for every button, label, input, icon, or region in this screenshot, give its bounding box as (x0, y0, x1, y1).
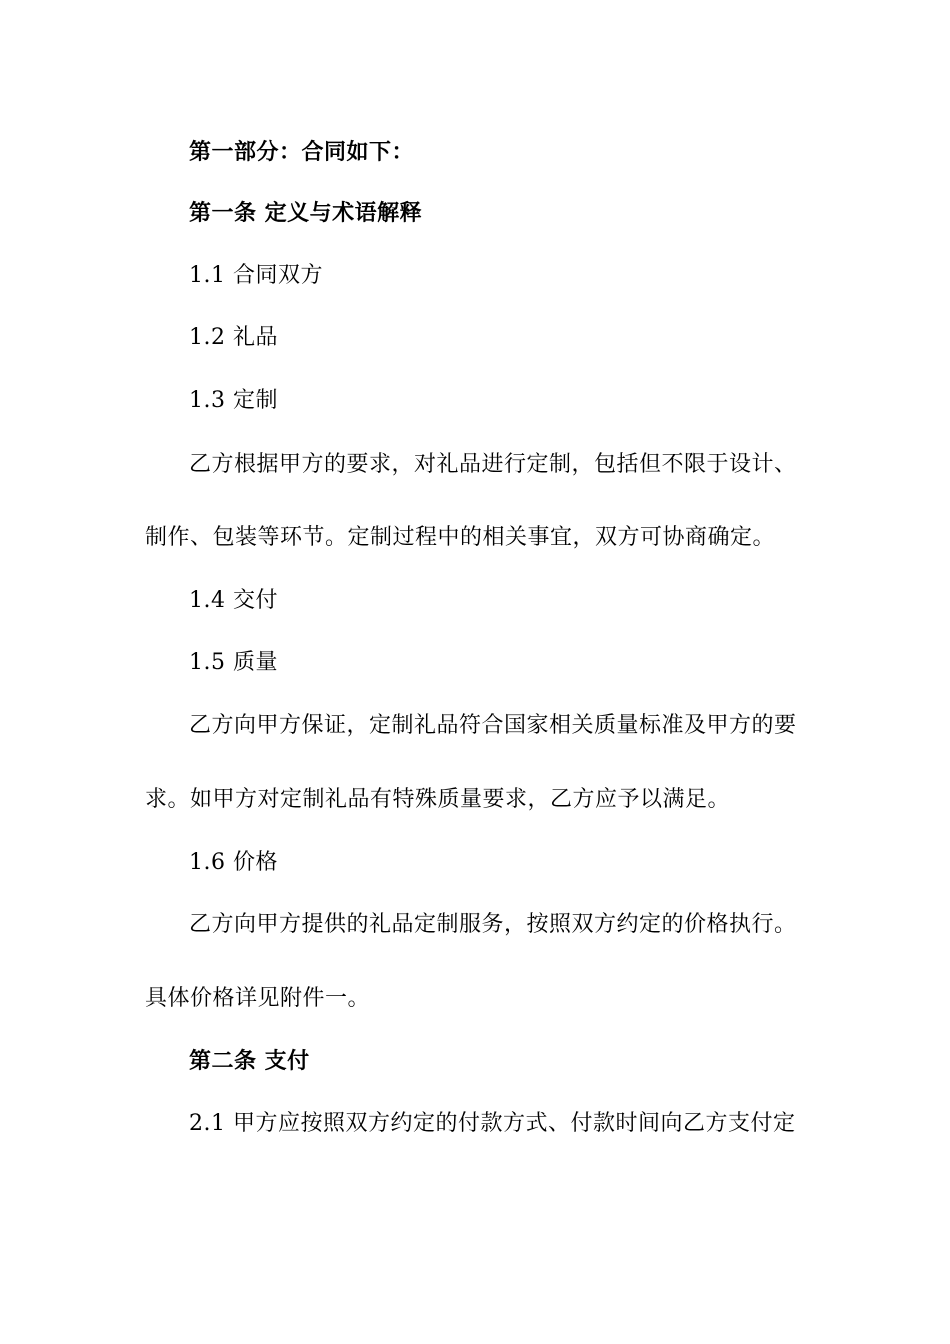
paragraph-line: 制作、包装等环节。定制过程中的相关事宜，双方可协商确定。 (145, 525, 776, 550)
item-1-3: 1.3 定制 (189, 388, 278, 413)
article-1-heading: 第一条 定义与术语解释 (189, 201, 423, 226)
item-2-1: 2.1 甲方应按照双方约定的付款方式、付款时间向乙方支付定 (189, 1111, 796, 1136)
item-1-4: 1.4 交付 (189, 588, 278, 613)
item-1-6: 1.6 价格 (189, 850, 278, 875)
paragraph-line: 乙方向甲方保证，定制礼品符合国家相关质量标准及甲方的要 (189, 713, 797, 738)
article-2-heading: 第二条 支付 (189, 1049, 310, 1074)
paragraph-line: 求。如甲方对定制礼品有特殊质量要求，乙方应予以满足。 (145, 787, 731, 812)
item-1-5: 1.5 质量 (189, 650, 278, 675)
item-1-1: 1.1 合同双方 (189, 263, 323, 288)
part-heading: 第一部分：合同如下： (189, 140, 415, 165)
paragraph-line: 乙方向甲方提供的礼品定制服务，按照双方约定的价格执行。 (189, 912, 797, 937)
paragraph-line: 乙方根据甲方的要求，对礼品进行定制，包括但不限于设计、 (189, 452, 797, 477)
paragraph-line: 具体价格详见附件一。 (145, 986, 371, 1011)
item-1-2: 1.2 礼品 (189, 325, 278, 350)
